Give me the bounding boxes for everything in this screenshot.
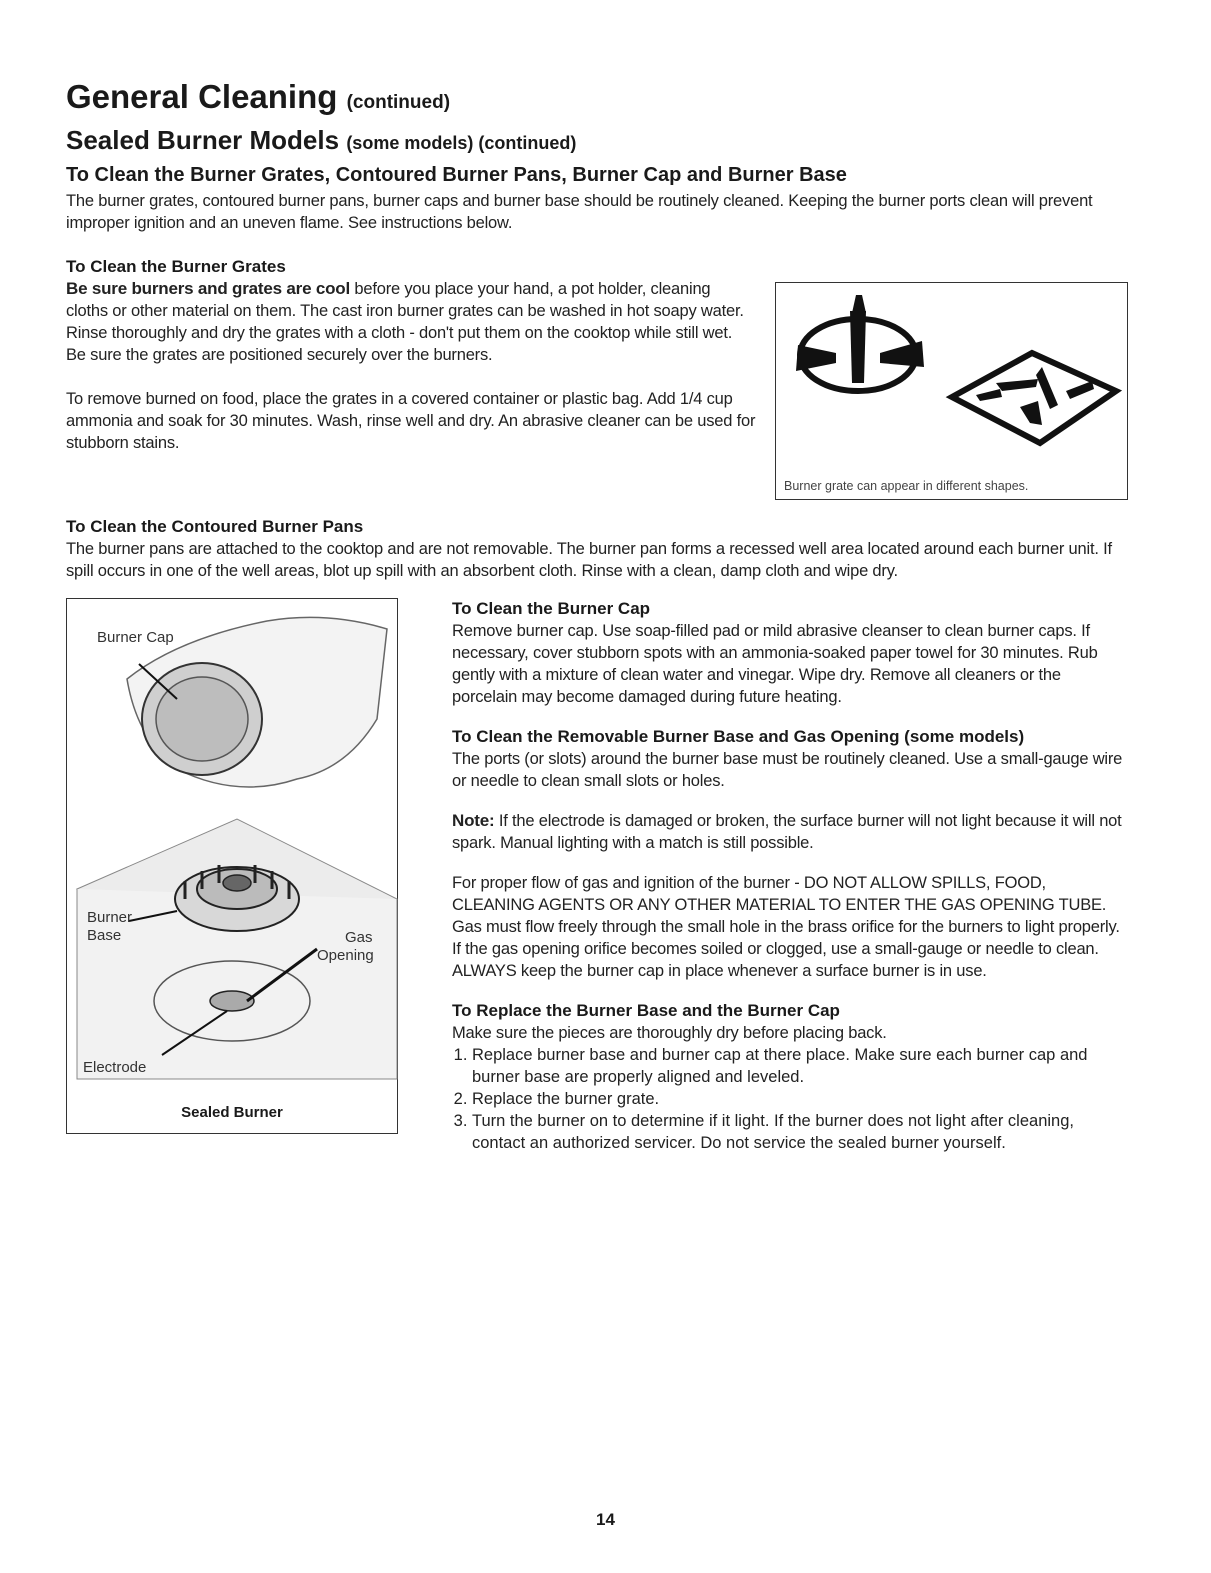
note-label: Note: bbox=[452, 811, 495, 830]
page-number: 14 bbox=[596, 1510, 615, 1529]
flow-paragraph: For proper flow of gas and ignition of the burner - DO NOT ALLOW SPILLS, FOOD, CLEANING AGENTS OR ANY OTHER MATERIAL TO ENTER THE GAS OPENING TUBE. Gas must flow freely through the small hole in the brass orifice for the burners to light properly. If the gas opening orifice becomes soiled or clogged, use a small-gauge or needle to clean. ALWAYS keep the burner cap in place whenever a surface burner is in use. bbox=[452, 874, 1120, 980]
sealed-burner-illustration bbox=[67, 599, 399, 1135]
cap-paragraph: Remove burner cap. Use soap-filled pad or mild abrasive cleanser to clean burner caps. If necessary, cover stubborn spots with an ammonia-soaked paper towel for 30 minutes. Rub gently with a mixture of clean water and vinegar. Wipe dry. Remove all cleaners or the porcelain may become damaged during future heating. bbox=[452, 622, 1098, 706]
replace-steps bbox=[452, 1044, 1130, 1154]
page-title: General Cleaning (continued) bbox=[66, 78, 451, 115]
base-paragraph: The ports (or slots) around the burner base must be routinely cleaned. Use a small-gauge wire or needle to clean small slots or holes. bbox=[452, 750, 1123, 790]
burner-grate-illustration bbox=[776, 283, 1129, 501]
replace-intro: Make sure the pieces are thoroughly dry before placing back. bbox=[452, 1024, 887, 1042]
label-burner-base: Burner Base bbox=[87, 909, 133, 944]
label-electrode: Electrode bbox=[83, 1059, 147, 1076]
page-subtitle: Sealed Burner Models (some models) (continued) bbox=[66, 125, 577, 155]
replace-step: 2. Replace the burner grate. bbox=[472, 1088, 1130, 1110]
replace-title: To Replace the Burner Base and the Burner Cap bbox=[452, 1001, 840, 1020]
grates-title: To Clean the Burner Grates bbox=[66, 257, 286, 276]
replace-step: 1. Replace burner base and burner cap at there place. Make sure each burner cap and burner base are properly aligned and leveled. bbox=[472, 1044, 1130, 1088]
grates-section bbox=[66, 256, 1130, 512]
grates-paragraph-2: To remove burned on food, place the grates in a covered container or plastic bag. Add 1/4 cup ammonia and soak for 30 minutes. Wash, rinse well and dry. An abrasive cleaner can be used for stubborn stains. bbox=[66, 390, 756, 452]
sealed-burner-caption: Sealed Burner bbox=[181, 1104, 283, 1121]
page-content bbox=[66, 78, 1130, 1298]
pans-title: To Clean the Contoured Burner Pans bbox=[66, 517, 364, 536]
replace-step: 3. Turn the burner on to determine if it light. If the burner does not light after cleaning, contact an authorized servicer. Do not service the sealed burner yourself. bbox=[472, 1110, 1130, 1154]
grate-figure-caption: Burner grate can appear in different shapes. bbox=[784, 479, 1029, 493]
label-burner-cap: Burner Cap bbox=[97, 629, 174, 646]
base-title: To Clean the Removable Burner Base and Gas Opening (some models) bbox=[452, 727, 1025, 746]
grates-lead-bold: Be sure burners and grates are cool bbox=[66, 279, 350, 298]
intro-paragraph: The burner grates, contoured burner pans, burner caps and burner base should be routinely cleaned. Keeping the burner ports clean will prevent improper ignition and an uneven flame. See instructions below. bbox=[66, 192, 1093, 232]
burner-grate-figure bbox=[775, 282, 1128, 500]
cap-title: To Clean the Burner Cap bbox=[452, 599, 651, 618]
section-heading: To Clean the Burner Grates, Contoured Burner Pans, Burner Cap and Burner Base bbox=[66, 164, 847, 186]
label-gas-opening: Gas Opening bbox=[317, 929, 374, 964]
sealed-burner-figure bbox=[66, 598, 398, 1134]
burner-section bbox=[66, 598, 1130, 1298]
note-paragraph: Note: If the electrode is damaged or broken, the surface burner will not light because it will not spark. Manual lighting with a match is still possible. bbox=[452, 811, 1122, 852]
grates-paragraph-1: Be sure burners and grates are cool before you place your hand, a pot holder, cleaning cloths or other material on them. The cast iron burner grates can be washed in hot soapy water. Rinse thoroughly and dry the grates with a cloth - don't put them on the cooktop while still wet. Be sure the grates are positioned securely over the burners. bbox=[66, 279, 744, 364]
pans-paragraph: The burner pans are attached to the cooktop and are not removable. The burner pan forms a recessed well area located around each burner unit. If spill occurs in one of the well areas, blot up spill with an absorbent cloth. Rinse with a clean, damp cloth and wipe dry. bbox=[66, 540, 1112, 580]
right-column bbox=[452, 598, 1130, 1154]
